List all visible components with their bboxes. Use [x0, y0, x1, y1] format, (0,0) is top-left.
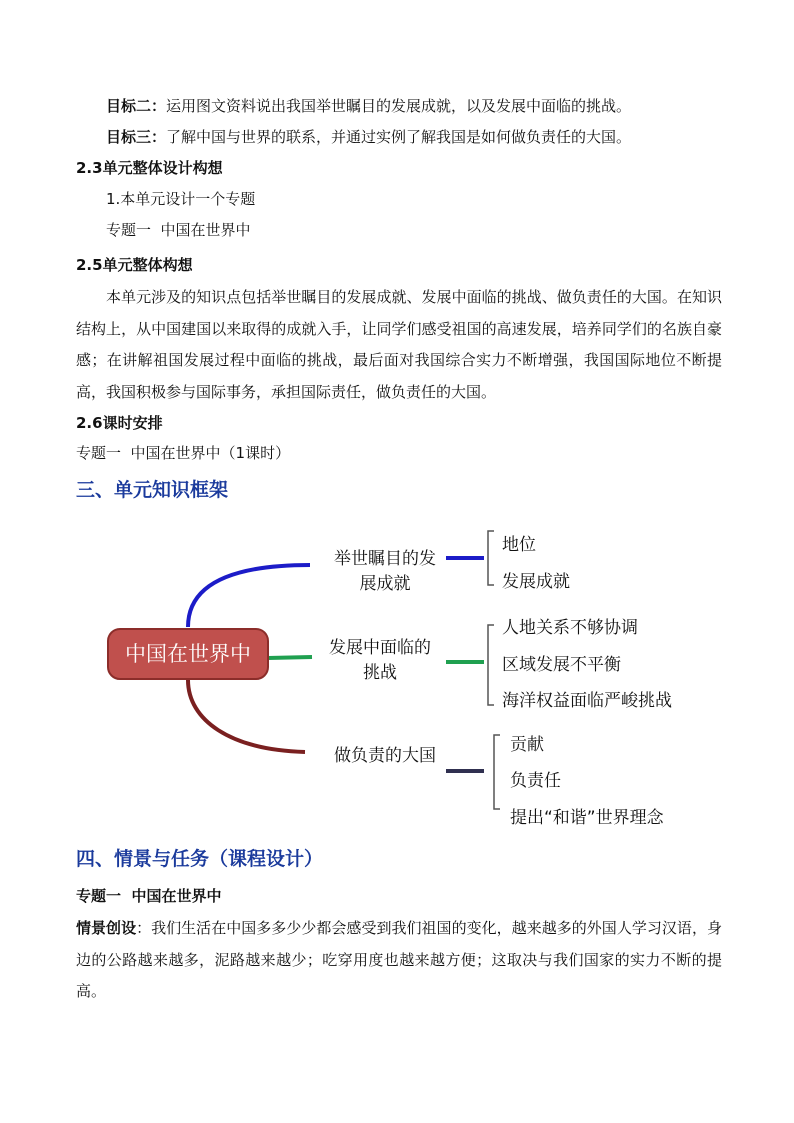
- branch-3-curve: [188, 680, 305, 752]
- section-2-5-body: [76, 282, 722, 408]
- knowledge-mindmap: [0, 515, 794, 835]
- goal-3-label: 目标三：: [106, 128, 167, 146]
- goal-3-text: 了解中国与世界的联系，并通过实例了解我国是如何做负责任的大国。: [166, 128, 632, 146]
- branch-3-leaf-1: 贡献: [510, 735, 544, 755]
- branch-2-leaf-1: 人地关系不够协调: [502, 618, 638, 638]
- goal-2-text: 运用图文资料说出我国举世瞩目的发展成就，以及发展中面临的挑战。: [166, 97, 632, 115]
- branch-2-label-line2: 挑战: [363, 663, 397, 683]
- branch-1-leaf-2: 发展成就: [502, 572, 570, 592]
- goal-2: [106, 96, 631, 116]
- branch-1-bracket: [488, 531, 494, 585]
- scene-label: 情景创设: [76, 919, 137, 937]
- section-2-6-body: 专题一 中国在世界中（1课时）: [76, 444, 291, 462]
- branch-1-curve: [188, 565, 310, 627]
- scene-text: ：我们生活在中国多多少少都会感受到我们祖国的变化，越来越多的外国人学习汉语，身边的公路越来越多，泥路越来越少；吃穿用度也越来越方便；这取决与我们国家的实力不断的提高。: [76, 919, 722, 1000]
- goal-2-label: 目标二：: [106, 97, 167, 115]
- goal-3: [106, 127, 631, 147]
- section-4-title: 四、情景与任务（课程设计）: [76, 848, 324, 870]
- section-2-3-item2: 专题一 中国在世界中: [106, 221, 251, 239]
- section-2-3-title: 2.3单元整体设计构想: [76, 159, 223, 177]
- branch-2-bracket: [488, 625, 494, 705]
- section-2-3-item1: 1.本单元设计一个专题: [106, 190, 256, 208]
- branch-1-label-line2: 展成就: [359, 574, 411, 594]
- section-2-5-title: 2.5单元整体构想: [76, 256, 193, 274]
- section-2-6-title: 2.6课时安排: [76, 414, 163, 432]
- root-node-label: 中国在世界中: [125, 642, 251, 666]
- branch-2-curve: [268, 657, 312, 658]
- section-3-title: 三、单元知识框架: [76, 479, 229, 501]
- branch-3-leaf-2: 负责任: [510, 771, 561, 791]
- section-2-5-text: 本单元涉及的知识点包括举世瞩目的发展成就、发展中面临的挑战、做负责任的大国。在知识结构上，从中国建国以来取得的成就入手，让同学们感受祖国的高速发展，培养同学们的名族自豪感；在讲解祖国发展过程中面临的挑战，最后面对我国综合实力不断增强，我国国际地位不断提高，我国积极参与国际事务，承担国际责任，做负责任的大国。: [76, 288, 722, 401]
- section-4-subtitle: 专题一 中国在世界中: [76, 887, 222, 905]
- branch-2-leaf-3: 海洋权益面临严峻挑战: [502, 691, 672, 711]
- branch-3-bracket: [494, 735, 500, 809]
- branch-3-leaf-3: 提出“和谐”世界理念: [510, 808, 664, 828]
- branch-1-label-line1: 举世瞩目的发: [334, 549, 436, 569]
- section-4-scene: [76, 913, 722, 1008]
- branch-2-label-line1: 发展中面临的: [329, 638, 431, 658]
- branch-3-label-line1: 做负责的大国: [334, 746, 436, 766]
- branch-1-leaf-1: 地位: [502, 535, 536, 555]
- branch-2-leaf-2: 区域发展不平衡: [502, 655, 621, 675]
